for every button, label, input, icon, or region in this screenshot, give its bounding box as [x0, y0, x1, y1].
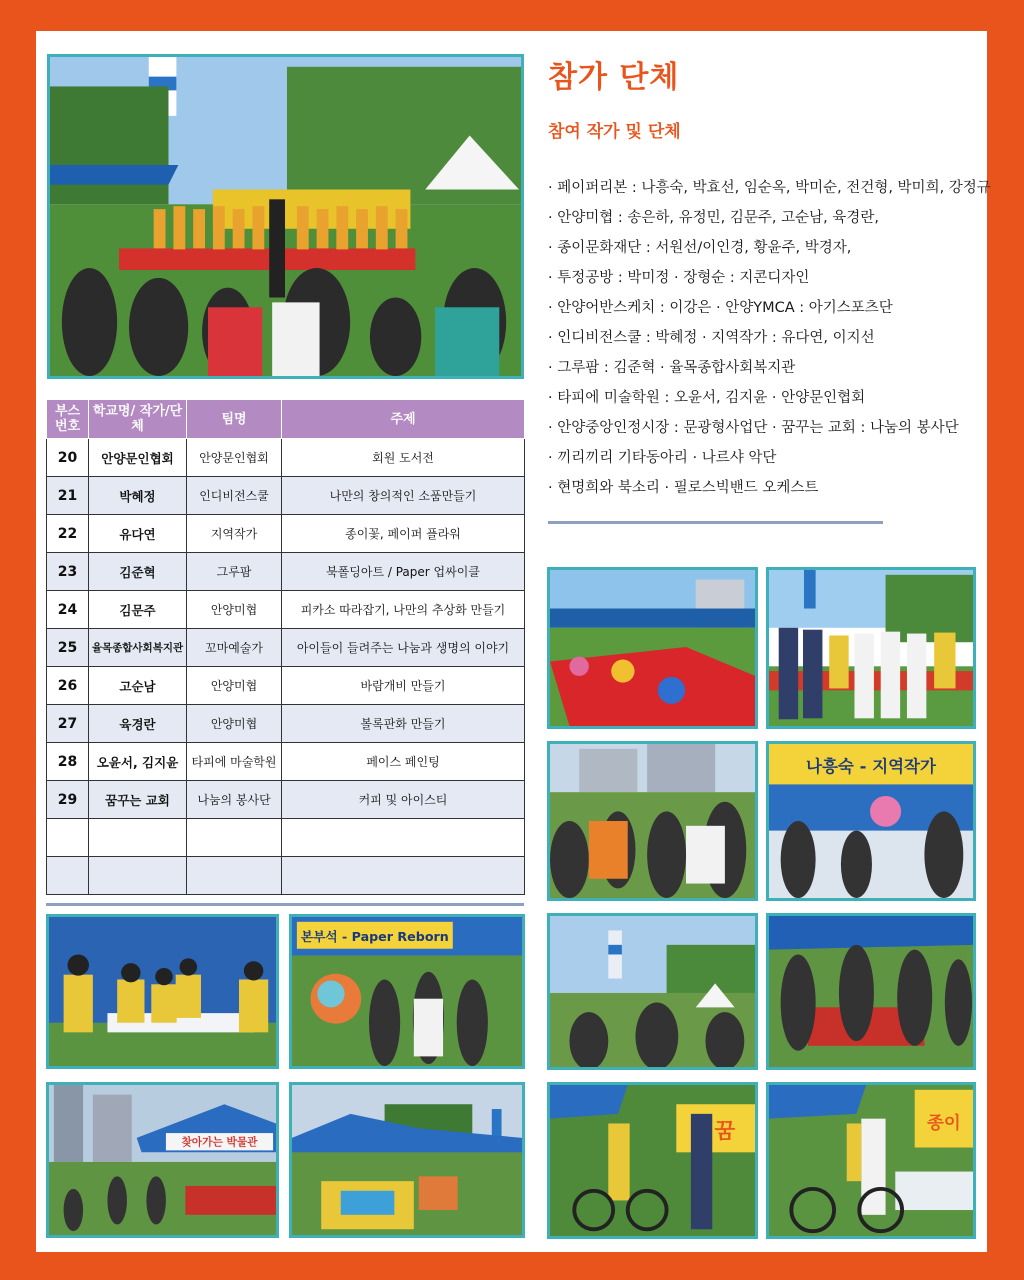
table-row — [47, 477, 525, 515]
header-team: 팀명 — [187, 400, 282, 439]
participant-item: · 안양어반스케치 : 이강은 · 안양YMCA : 아기스포츠단 — [548, 300, 893, 316]
sign-text: 종이 — [926, 1113, 961, 1134]
participant-item: · 종이문화재단 : 서원선/이인경, 황윤주, 박경자, — [548, 240, 852, 256]
cell-org: 김문주 — [89, 591, 187, 629]
cardboard-craft-photo — [289, 1082, 525, 1238]
table-row — [47, 667, 525, 705]
cell-topic — [282, 819, 525, 857]
volunteer-booth-photo — [46, 914, 279, 1069]
cell-booth: 22 — [47, 515, 89, 553]
header-booth: 부스 번호 — [47, 400, 89, 439]
table-header-row — [47, 400, 525, 439]
cell-topic: 커피 및 아이스티 — [282, 781, 525, 819]
participant-item: · 투정공방 : 박미정 · 장형순 : 지콘디자인 — [548, 270, 810, 286]
choir-performance-photo — [47, 54, 524, 379]
paper-reborn-booth-photo — [289, 914, 525, 1069]
table-row — [47, 781, 525, 819]
cell-topic: 바람개비 만들기 — [282, 667, 525, 705]
cell-topic: 볼록판화 만들기 — [282, 705, 525, 743]
cell-topic — [282, 857, 525, 895]
cell-booth: 25 — [47, 629, 89, 667]
group-photo — [766, 567, 976, 729]
cell-org: 육경란 — [89, 705, 187, 743]
booth-crowd-photo — [547, 741, 758, 901]
cell-topic: 페이스 페인팅 — [282, 743, 525, 781]
cell-team: 안양미협 — [187, 667, 282, 705]
cell-org: 유다연 — [89, 515, 187, 553]
divider-right — [548, 521, 883, 524]
participant-item: · 그루팜 : 김준혁 · 율목종합사회복지관 — [548, 360, 796, 376]
cell-team: 나눔의 봉사단 — [187, 781, 282, 819]
sign-text: 꿈 — [714, 1118, 736, 1144]
cell-org — [89, 857, 187, 895]
sign-text: 찾아가는 박물관 — [181, 1135, 258, 1149]
table-row — [47, 591, 525, 629]
bicycle-photo-2 — [766, 1082, 976, 1239]
table-row — [47, 857, 525, 895]
participant-item: · 안양미협 : 송은하, 유정민, 김문주, 고순남, 육경란, — [548, 210, 879, 226]
cell-topic: 나만의 창의적인 소품만들기 — [282, 477, 525, 515]
cell-org: 고순남 — [89, 667, 187, 705]
table-row — [47, 553, 525, 591]
cell-booth — [47, 819, 89, 857]
header-org: 학교명/ 작가/단체 — [89, 400, 187, 439]
booth-table — [46, 399, 525, 895]
cell-booth: 20 — [47, 439, 89, 477]
participant-item: · 페이퍼리본 : 나흥숙, 박효선, 임순옥, 박미순, 전건형, 박미희, 강정규 — [548, 180, 991, 196]
cell-team: 꼬마예술가 — [187, 629, 282, 667]
cell-booth: 29 — [47, 781, 89, 819]
dance-performance-photo — [547, 567, 758, 729]
sign-text: 나흥숙 - 지역작가 — [806, 756, 936, 776]
cell-topic: 북폴딩아트 / Paper 업싸이클 — [282, 553, 525, 591]
cell-topic: 종이꽃, 페이퍼 플라워 — [282, 515, 525, 553]
cell-org: 오윤서, 김지윤 — [89, 743, 187, 781]
header-topic: 주제 — [282, 400, 525, 439]
museum-tent-photo — [46, 1082, 279, 1238]
participant-item: · 끼리끼리 기타동아리 · 나르샤 악단 — [548, 450, 777, 466]
cell-booth — [47, 857, 89, 895]
table-row — [47, 819, 525, 857]
participant-list — [548, 173, 991, 503]
cell-org: 김준혁 — [89, 553, 187, 591]
cell-topic: 아이들이 들려주는 나눔과 생명의 이야기 — [282, 629, 525, 667]
divider-left — [46, 903, 524, 906]
table-row — [47, 629, 525, 667]
participant-item: · 인디비전스쿨 : 박혜정 · 지역작가 : 유다연, 이지선 — [548, 330, 875, 346]
craft-booth-photo — [766, 913, 976, 1070]
participant-item: · 타피에 미술학원 : 오윤서, 김지윤 · 안양문인협회 — [548, 390, 866, 406]
cell-team: 안양문인협회 — [187, 439, 282, 477]
cell-team: 그루팜 — [187, 553, 282, 591]
cell-org: 박혜정 — [89, 477, 187, 515]
table-row — [47, 705, 525, 743]
section-subtitle: 참여 작가 및 단체 — [548, 122, 681, 142]
cell-booth: 26 — [47, 667, 89, 705]
cell-org: 율목종합사회복지관 — [89, 629, 187, 667]
table-row — [47, 515, 525, 553]
cell-topic: 피카소 따라잡기, 나만의 추상화 만들기 — [282, 591, 525, 629]
cell-team: 안양미협 — [187, 591, 282, 629]
participant-item: · 안양중앙인정시장 : 문광형사업단 · 꿈꾸는 교회 : 나눔의 봉사단 — [548, 420, 959, 436]
cell-booth: 21 — [47, 477, 89, 515]
cell-org: 안양문인협회 — [89, 439, 187, 477]
section-title: 참가 단체 — [548, 60, 680, 95]
artist-booth-photo — [766, 741, 976, 901]
table-row — [47, 439, 525, 477]
cell-team: 지역작가 — [187, 515, 282, 553]
table-row — [47, 743, 525, 781]
cell-booth: 24 — [47, 591, 89, 629]
sign-text: 본부석 - Paper Reborn — [300, 929, 449, 945]
cell-org — [89, 819, 187, 857]
cell-booth: 27 — [47, 705, 89, 743]
cell-team: 안양미협 — [187, 705, 282, 743]
festival-field-photo — [547, 913, 758, 1070]
cell-team: 타피에 마술학원 — [187, 743, 282, 781]
cell-booth: 28 — [47, 743, 89, 781]
cell-booth: 23 — [47, 553, 89, 591]
cell-team — [187, 819, 282, 857]
cell-topic: 회원 도서전 — [282, 439, 525, 477]
cell-team — [187, 857, 282, 895]
bicycle-photo-1 — [547, 1082, 758, 1239]
participant-item: · 현명희와 북소리 · 필로스빅밴드 오케스트 — [548, 480, 819, 496]
cell-team: 인디비전스쿨 — [187, 477, 282, 515]
cell-org: 꿈꾸는 교회 — [89, 781, 187, 819]
